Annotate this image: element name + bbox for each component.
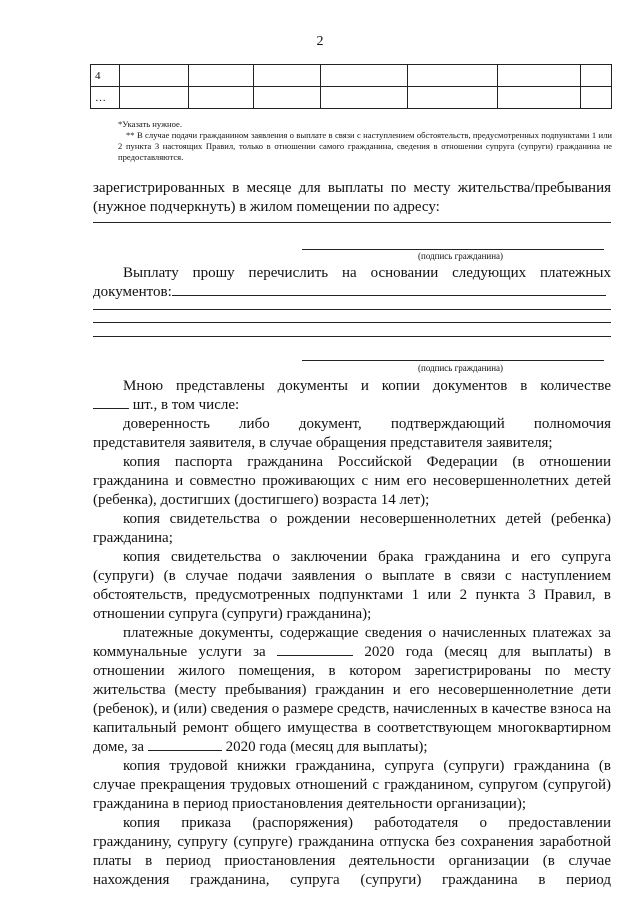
table-cell	[120, 65, 189, 87]
signature-line	[302, 360, 604, 361]
table-cell	[189, 65, 254, 87]
payment-line-1: Выплату прошу перечислить на основании следующих платежных	[123, 265, 611, 281]
documents-count-line: шт., в том числе:	[93, 396, 611, 415]
signature-label: (подпись гражданина)	[418, 251, 504, 261]
list-item: доверенность либо документ, подтверждающий полномочия	[123, 416, 611, 432]
table-row	[91, 65, 612, 87]
payment-fill-line-2	[93, 322, 611, 323]
table-cell	[408, 65, 498, 87]
table-cell: 4	[91, 65, 120, 87]
address-paragraph	[93, 179, 611, 217]
table-cell	[120, 87, 189, 109]
payment-paragraph	[93, 264, 611, 302]
signature-line	[302, 249, 604, 250]
table-cell	[189, 87, 254, 109]
list-item-cont: (супруги) (в случае подачи заявления о выплате в связи с наступлением обстоятельств, предусмотренных подпунктами 1 или 2 пункта 3 Правил, в отношении супруга (супруги) гражданина);	[93, 568, 611, 622]
address-line-1: зарегистрированных в месяце для выплаты по месту жительства/пребывания	[93, 180, 611, 196]
address-line-2: (нужное подчеркнуть) в жилом помещении по адресу:	[93, 199, 440, 215]
footnote-1: *Указать нужное.	[118, 119, 182, 129]
signature-label: (подпись гражданина)	[418, 363, 504, 373]
list-item: копия паспорта гражданина Российской Федерации (в отношении	[123, 454, 611, 470]
page-number: 2	[316, 34, 324, 49]
footnote-2: ** В случае подачи гражданином заявления о выплате в связи с наступлением обстоятельств, предусмотренных подпунктами 1 или 2 пункта 3 настоящих Правил, только в отношении самого гражданина, сведения в отношении супруга (супруги) гражданина не предоставляются.	[118, 130, 612, 162]
documents-list	[93, 377, 611, 890]
list-item: копия приказа (распоряжения) работодателя о предоставлении	[123, 815, 611, 831]
table-cell: …	[91, 87, 120, 109]
table-cell	[254, 87, 321, 109]
payment-fill-line-3	[93, 336, 611, 337]
list-item: копия трудовой книжки гражданина, супруга (супруги) гражданина (в	[123, 758, 611, 774]
payments-table	[90, 64, 612, 109]
address-fill-line	[93, 222, 611, 223]
documents-count-field[interactable]	[93, 396, 129, 409]
table-cell	[498, 87, 581, 109]
list-item-cont: коммунальные услуги за 2020 года (месяц для выплаты) в отношении жилого помещения, в котором зарегистрированы по месту жительства (месту пребывания) гражданин и его несовершеннолетние дети (ребенок), и (или) сведения о размере средств, начисленных в качестве взноса на капитальный ремонт общего имущества в соответствующем многоквартирном доме, за 2020 года (месяц для выплаты);	[93, 644, 611, 755]
list-item: копия свидетельства о заключении брака гражданина и его супруга	[123, 549, 611, 565]
table-row	[91, 87, 612, 109]
list-item-cont: гражданину, супругу (супруге) гражданина отпуска без сохранения заработной платы в период приостановления деятельности организации (в случае нахождения гражданина, супруга (супруги) гражданина в период	[93, 834, 611, 888]
month-field-2[interactable]	[148, 738, 222, 751]
footnotes	[118, 119, 612, 163]
table-cell	[254, 65, 321, 87]
list-item-cont: гражданина;	[93, 530, 173, 546]
list-item-cont: представителя заявителя, в случае обращения представителя заявителя;	[93, 435, 553, 451]
table-cell	[321, 87, 408, 109]
list-item: копия свидетельства о рождении несовершеннолетних детей (ребенка)	[123, 511, 611, 527]
table-cell	[408, 87, 498, 109]
table-cell	[321, 65, 408, 87]
list-item-cont: случае прекращения трудовых отношений с гражданином, супругом (супругой) гражданина в период приостановления деятельности организации);	[93, 777, 611, 812]
list-item: платежные документы, содержащие сведения о начисленных платежах за	[123, 625, 611, 641]
table-cell	[581, 65, 612, 87]
table-cell	[581, 87, 612, 109]
month-field[interactable]	[277, 643, 353, 656]
table-cell	[498, 65, 581, 87]
payment-line-2: документов:	[93, 283, 611, 302]
list-item-cont: гражданина и совместно проживающих с ним его несовершеннолетних детей (ребенка), достигших (достигшего) возраста 14 лет);	[93, 473, 611, 508]
documents-intro: Мною представлены документы и копии документов в количестве	[123, 378, 611, 394]
payment-docs-field[interactable]	[172, 283, 606, 296]
payment-fill-line-1	[93, 309, 611, 310]
